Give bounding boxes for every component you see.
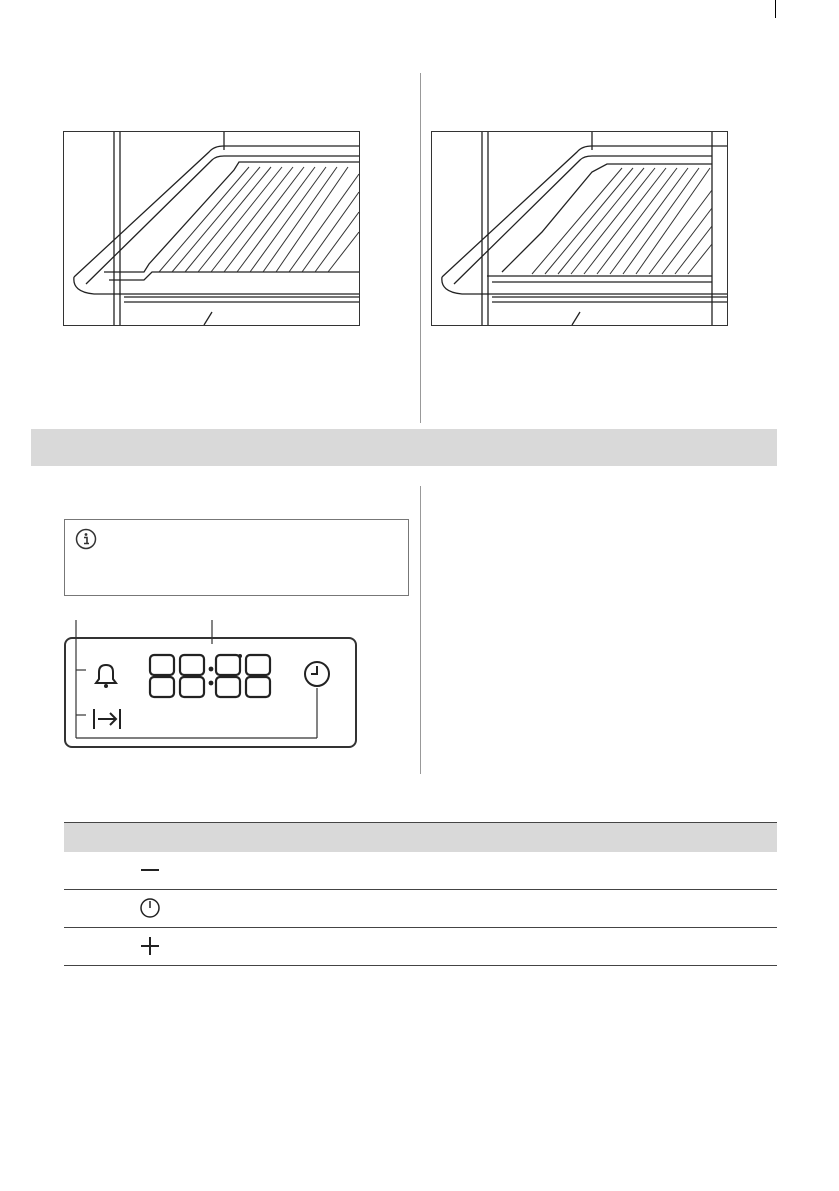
end-time-icon [92, 707, 124, 731]
minus-icon [139, 859, 161, 881]
info-icon [75, 528, 97, 550]
oven-shelf-illustration-left [64, 132, 359, 325]
shelf-figure-left [63, 131, 360, 326]
column-divider-middle [420, 486, 421, 774]
section-heading-bar [31, 429, 777, 466]
clock-icon [302, 659, 332, 689]
plus-icon [139, 935, 161, 957]
table-row-minus [64, 851, 777, 890]
timer-display [64, 637, 357, 748]
bell-icon [90, 659, 122, 691]
info-note-box [64, 519, 409, 596]
table-header [64, 822, 777, 852]
clock-button-icon [139, 897, 161, 919]
seven-segment-digits [146, 653, 278, 701]
table-row-clock [64, 889, 777, 928]
crop-mark [775, 0, 776, 18]
column-divider-top [420, 73, 421, 423]
table-row-plus [64, 927, 777, 966]
shelf-figure-right [431, 131, 728, 326]
oven-shelf-illustration-right [432, 132, 727, 325]
